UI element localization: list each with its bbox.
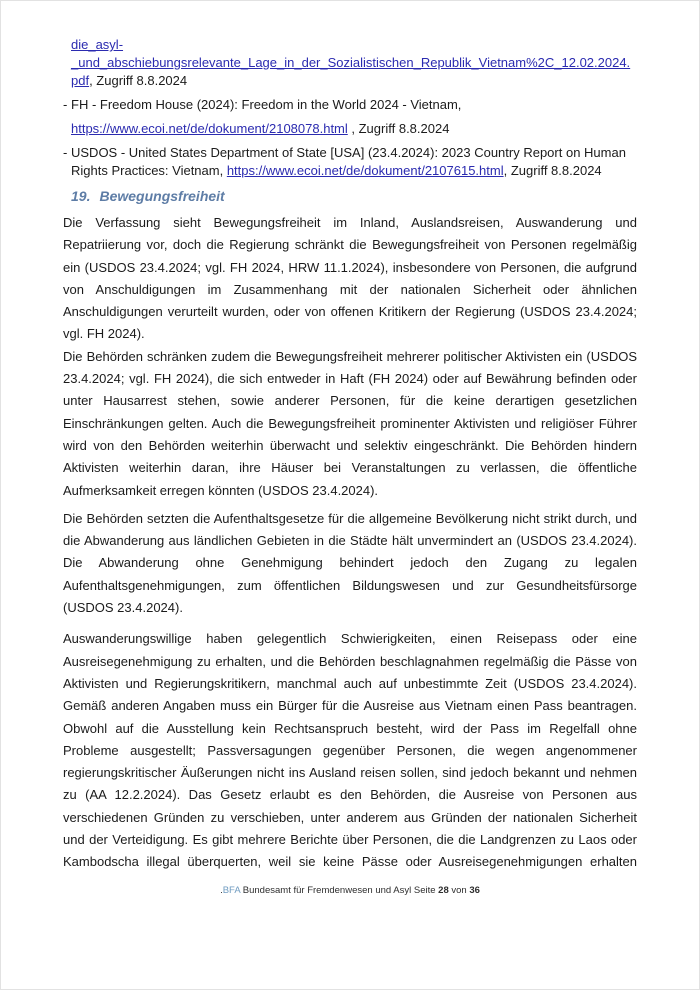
paragraphs — [63, 212, 637, 874]
citation-item — [63, 144, 637, 180]
text-line: Aktivisten und Regierungskritikern, manchmal auch auf unbestimmte Zeit (USDOS 23.4.2024). — [63, 675, 637, 691]
text-line: Aufenthaltsgenehmigungen, zum öffentlichen Bildungswesen und zur Gesundheitsfürsorge — [63, 577, 637, 593]
paragraph — [63, 508, 637, 619]
page-footer — [1, 885, 699, 897]
text-line: Obwohl auf die Ausstellung kein Rechtsanspruch besteht, wird der Pass im Regelfall ohne — [63, 720, 637, 736]
citation-link[interactable]: _und_abschiebungsrelevante_Lage_in_der_Sozialistischen_Republik_Vietnam%2C_12.02.2024. — [71, 55, 631, 70]
footer-page-number: 28 — [438, 885, 449, 896]
footer-text: von — [448, 885, 470, 896]
text-line: Anschuldigungen verurteilt wurden, oder von offenen Kritikern der Regierung (USDOS 23.4.2024; — [63, 304, 637, 320]
citation-text: , Zugriff 8.8.2024 — [89, 73, 188, 88]
citation-text: Rights Practices: Vietnam, — [71, 163, 227, 178]
text-line: zu (AA 12.2.2024). Das Gesetz erlaubt es den Behörden, die Ausreise von Personen aus — [63, 787, 637, 803]
footer-text: Bundesamt für Fremdenwesen und Asyl Seite — [240, 885, 439, 896]
citation-item — [63, 36, 637, 90]
citation-bullet: - — [63, 145, 68, 160]
text-line: 23.4.2024; vgl. FH 2024), die sich entweder in Haft (FH 2024) oder auf Bewährung befinden oder — [63, 371, 637, 387]
citation-line — [71, 120, 637, 138]
text-line: Probleme ausgestellt; Passversagungen gegenüber Personen, die wegen angenommener — [63, 742, 637, 758]
section-title: Bewegungsfreiheit — [99, 188, 225, 204]
text-line: regierungskritischer Äußerungen nicht ins Ausland reisen sollen, sind jedoch bekannt und nehmen — [63, 765, 637, 781]
citations-list — [63, 36, 637, 180]
text-line: und der Verteidigung. Es gibt mehrere Berichte über Personen, die die Landgrenzen zu Laos oder — [63, 832, 637, 848]
text-line: (USDOS 23.4.2024). — [63, 600, 183, 616]
page-content — [1, 1, 699, 874]
citation-link[interactable]: die_asyl- — [71, 37, 124, 52]
citation-item — [63, 96, 637, 138]
citation-bullet: - — [63, 97, 68, 112]
citation-text: USDOS - United States Department of State [USA] (23.4.2024): 2023 Country Report on Human — [71, 145, 626, 160]
text-line: Repatriierung vor, doch die Regierung schränkt die Bewegungsfreiheit von Personen regelmäßig — [63, 237, 637, 253]
text-line: von Anschuldigungen im Zusammenhang mit der nationalen Sicherheit oder ähnlichen — [63, 281, 637, 297]
text-line: Die Abwanderung ohne Genehmigung behindert jedoch den Zugang zu legalen — [63, 555, 637, 571]
section-number: 19. — [71, 188, 91, 204]
footer-brand: BFA — [222, 885, 241, 896]
text-line: Aufmerksamkeit erregen könnten (USDOS 23.4.2024). — [63, 482, 379, 498]
citation-line — [71, 144, 637, 162]
section-heading — [63, 186, 637, 206]
text-line: Ausreisegenehmigung zu erhalten, und die Behörden beschlagnahmen regelmäßig die Pässe von — [63, 653, 637, 669]
citation-line — [71, 96, 637, 114]
paragraph — [63, 212, 637, 346]
text-line: Die Behörden setzten die Aufenthaltsgesetze für die allgemeine Bevölkerung nicht strikt durch, und — [63, 510, 637, 526]
citation-text: , Zugriff 8.8.2024 — [503, 163, 602, 178]
text-line: unter Hausarrest stehen, sowie anderer Personen, für die keine derartigen gesetzlichen — [63, 393, 637, 409]
text-line: ein (USDOS 23.4.2024; vgl. FH 2024, HRW 11.1.2024), insbesondere von Personen, die aufgrund — [63, 259, 637, 275]
text-line: Gemäß anderen Angaben muss ein Bürger für die Ausreise aus Vietnam einen Pass beantragen. — [63, 698, 637, 714]
text-line: Einschränkungen gelten. Auch die Bewegungsfreiheit prominenter Aktivisten und religiöser Führer — [63, 415, 637, 431]
text-line: verschiedenen Gründen zu verschieben, unter anderem aus Gründen der nationalen Sicherheit — [63, 809, 637, 825]
text-line: Die Behörden schränken zudem die Bewegungsfreiheit mehrerer politischer Aktivisten ein (USDOS — [63, 348, 637, 364]
citation-line — [71, 162, 637, 180]
footer-text: . — [220, 885, 223, 896]
citation-link[interactable]: pdf — [71, 73, 90, 88]
paragraph — [63, 346, 637, 502]
citation-link[interactable]: https://www.ecoi.net/de/dokument/2107615.html — [226, 163, 504, 178]
footer-page-number: 36 — [469, 885, 480, 896]
text-line: vgl. FH 2024). — [63, 326, 145, 342]
citation-line — [71, 54, 637, 72]
citation-line — [71, 72, 637, 90]
citation-text: FH - Freedom House (2024): Freedom in the World 2024 - Vietnam, — [71, 97, 462, 112]
paragraph — [63, 628, 637, 873]
text-line: Auswanderungswillige haben gelegentlich Schwierigkeiten, einen Reisepass oder eine — [63, 631, 637, 647]
citation-text: , Zugriff 8.8.2024 — [347, 121, 450, 136]
text-line: die Abwanderung aus ländlichen Gebieten in die Städte hält unvermindert an (USDOS 23.4.2024). — [63, 533, 637, 549]
text-line: Die Verfassung sieht Bewegungsfreiheit im Inland, Auslandsreisen, Auswanderung und — [63, 215, 637, 230]
text-line: Kambodscha illegal überquerten, weil sie keine Pässe oder Ausreisegenehmigungen erhalten — [63, 854, 637, 870]
text-line: wird von den Behörden weiterhin überwacht und selektiv eingeschränkt. Die Behörden hindern — [63, 437, 637, 453]
citation-line — [71, 36, 637, 54]
text-line: Aktivisten weiterhin daran, ihre Häuser bei Veranstaltungen zu verlassen, die öffentliche — [63, 460, 637, 476]
citation-link[interactable]: https://www.ecoi.net/de/dokument/2108078.html — [71, 121, 348, 136]
